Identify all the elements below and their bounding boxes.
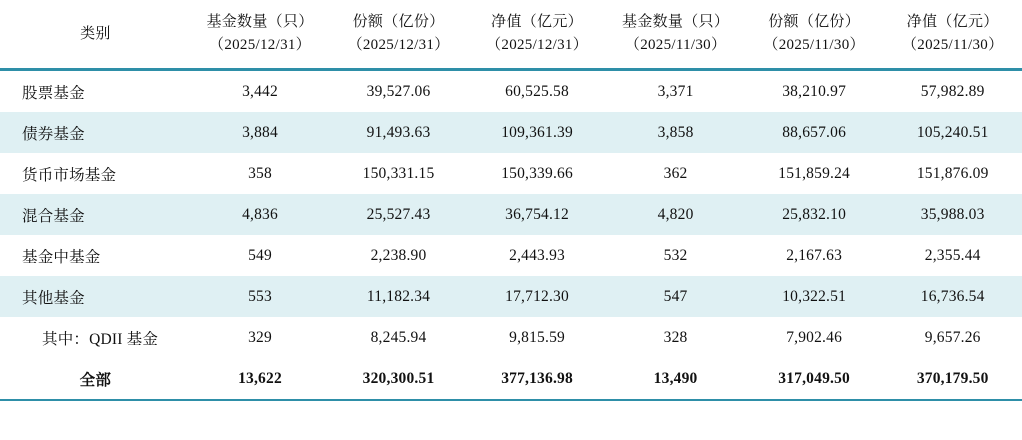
row-value-6: 105,240.51 xyxy=(883,112,1022,153)
header-col-1-line1: 基金数量（只） xyxy=(206,14,314,30)
row-value-2: 2,238.90 xyxy=(370,246,427,264)
row-value-3: 377,136.98 xyxy=(501,369,573,387)
header-col-1 xyxy=(191,0,330,69)
row-value-3: 60,525.58 xyxy=(505,82,569,100)
row-category: 其中：QDII 基金 xyxy=(42,330,159,348)
row-value-4: 547 xyxy=(606,276,745,317)
row-category: 债券基金 xyxy=(0,112,191,153)
row-value-4: 362 xyxy=(663,164,688,182)
row-category: 股票基金 xyxy=(22,84,85,102)
header-col-4-line2: （2025/11/30） xyxy=(624,37,727,53)
row-value-5: 151,859.24 xyxy=(778,164,850,182)
row-value-5: 7,902.46 xyxy=(786,328,843,346)
table-header xyxy=(0,0,1022,69)
header-col-3-line1: 净值（亿元） xyxy=(491,14,583,30)
row-category: 全部 xyxy=(79,371,112,389)
header-col-6 xyxy=(883,0,1022,69)
row-value-4: 532 xyxy=(663,246,688,264)
table-row xyxy=(0,317,1022,358)
row-value-5: 88,657.06 xyxy=(745,112,884,153)
header-col-1-line2: （2025/12/31） xyxy=(209,37,311,53)
row-value-1: 549 xyxy=(248,246,272,264)
row-value-2: 150,331.15 xyxy=(362,164,435,182)
row-value-1: 13,622 xyxy=(238,369,282,387)
header-col-5-line2: （2025/11/30） xyxy=(763,37,865,53)
row-value-1: 4,836 xyxy=(191,194,330,235)
header-col-2-line2: （2025/12/31） xyxy=(347,37,450,53)
row-value-5: 2,167.63 xyxy=(786,246,843,264)
row-value-2: 320,300.51 xyxy=(362,369,435,387)
header-col-3-line2: （2025/12/31） xyxy=(486,37,589,53)
table-row xyxy=(0,71,1022,112)
row-value-6: 370,179.50 xyxy=(916,369,989,387)
row-value-4: 4,820 xyxy=(606,194,745,235)
header-col-2 xyxy=(329,0,468,69)
header-col-5 xyxy=(745,0,884,69)
table-row xyxy=(0,153,1022,194)
header-col-4 xyxy=(606,0,745,69)
row-value-2: 25,527.43 xyxy=(329,194,468,235)
header-row xyxy=(0,0,1022,69)
row-value-6: 16,736.54 xyxy=(883,276,1022,317)
row-value-3: 17,712.30 xyxy=(468,276,607,317)
row-value-2: 39,527.06 xyxy=(366,82,431,100)
row-value-3: 9,815.59 xyxy=(509,328,565,346)
row-value-4: 3,858 xyxy=(606,112,745,153)
row-category: 货币市场基金 xyxy=(22,166,117,184)
table-row-total xyxy=(0,358,1022,400)
row-category: 混合基金 xyxy=(0,194,191,235)
table-row xyxy=(0,112,1022,153)
row-value-1: 3,442 xyxy=(242,82,278,100)
header-col-2-line1: 份额（亿份） xyxy=(352,14,445,30)
row-value-5: 25,832.10 xyxy=(745,194,884,235)
row-value-1: 358 xyxy=(248,164,272,182)
row-category: 基金中基金 xyxy=(22,248,101,266)
row-value-3: 109,361.39 xyxy=(468,112,607,153)
row-value-6: 2,355.44 xyxy=(924,246,981,264)
table-row xyxy=(0,194,1022,235)
row-value-1: 329 xyxy=(248,328,272,346)
row-value-5: 317,049.50 xyxy=(778,369,850,387)
row-value-4: 13,490 xyxy=(653,369,698,387)
table-row xyxy=(0,276,1022,317)
table-body xyxy=(0,71,1022,402)
row-value-6: 151,876.09 xyxy=(916,164,989,182)
row-value-2: 8,245.94 xyxy=(370,328,427,346)
header-col-6-line2: （2025/11/30） xyxy=(902,37,1004,53)
row-value-5: 38,210.97 xyxy=(782,82,847,100)
row-value-2: 11,182.34 xyxy=(329,276,468,317)
row-value-6: 9,657.26 xyxy=(924,328,981,346)
row-value-1: 553 xyxy=(191,276,330,317)
header-category-label: 类别 xyxy=(80,25,111,42)
row-value-6: 35,988.03 xyxy=(883,194,1022,235)
header-col-5-line1: 份额（亿份） xyxy=(768,14,861,30)
row-value-6: 57,982.89 xyxy=(920,82,985,100)
table-row xyxy=(0,235,1022,276)
table-bottom-rule xyxy=(0,400,1022,401)
row-value-1: 3,884 xyxy=(191,112,330,153)
row-value-4: 328 xyxy=(663,328,688,346)
header-col-3 xyxy=(468,0,607,69)
row-category: 其他基金 xyxy=(0,276,191,317)
row-value-4: 3,371 xyxy=(657,82,694,100)
row-value-5: 10,322.51 xyxy=(745,276,884,317)
row-value-3: 36,754.12 xyxy=(468,194,607,235)
row-value-3: 2,443.93 xyxy=(509,246,565,264)
header-col-4-line1: 基金数量（只） xyxy=(622,14,730,30)
header-col-6-line1: 净值（亿元） xyxy=(906,14,999,30)
header-category xyxy=(0,0,191,69)
row-value-2: 91,493.63 xyxy=(329,112,468,153)
row-value-3: 150,339.66 xyxy=(501,164,573,182)
